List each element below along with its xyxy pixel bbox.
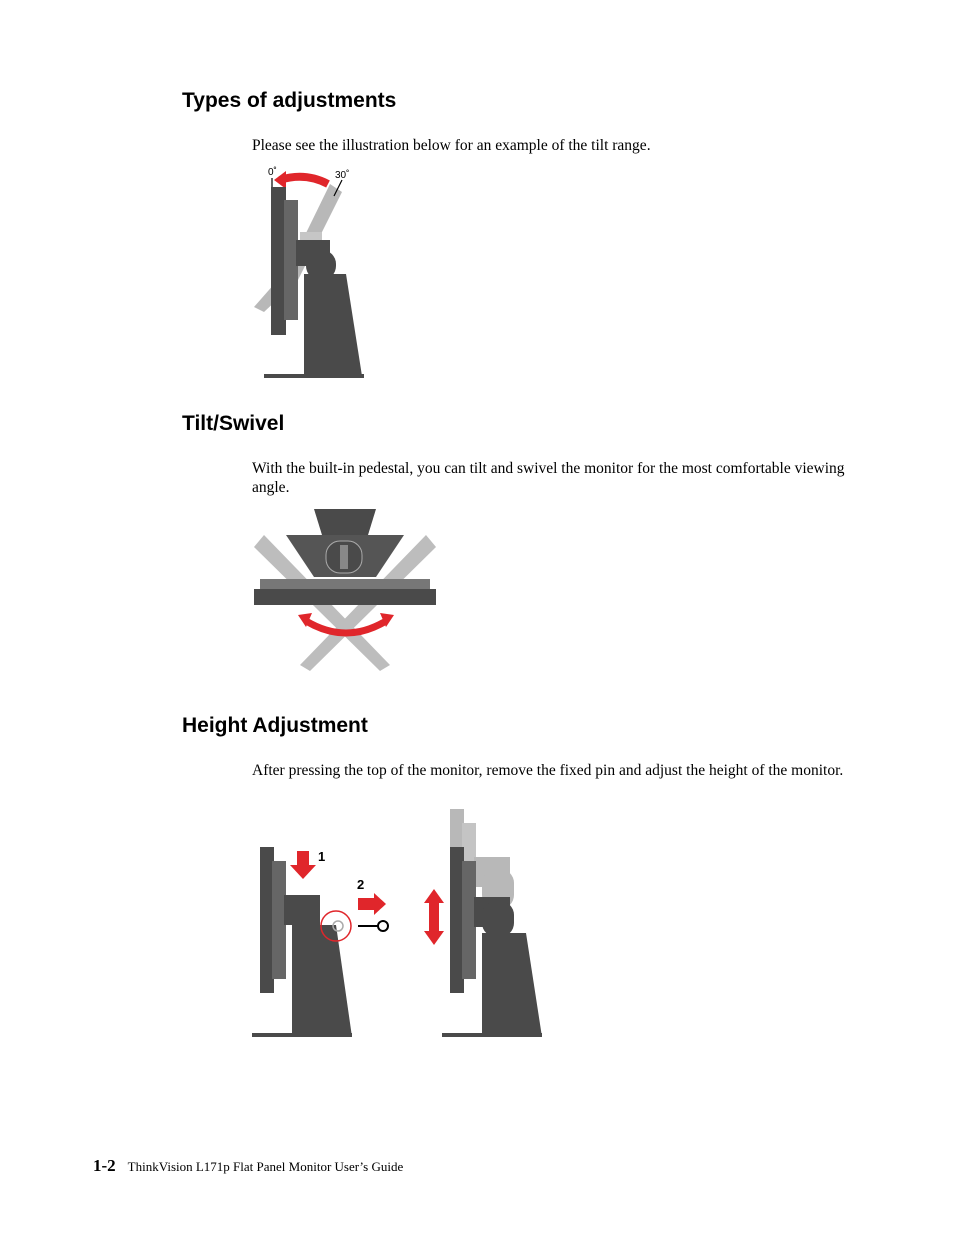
monitor-panel-top-view [254, 579, 436, 605]
tilt-range-illustration [250, 162, 370, 382]
page-number: 1-2 [93, 1156, 116, 1175]
pedestal-top-view [286, 509, 404, 577]
section-body-height-adjustment: After pressing the top of the monitor, remove the fixed pin and adjust the height of the monitor. [252, 762, 844, 779]
step-label-1: 1 [318, 849, 326, 864]
pull-right-arrow [358, 893, 386, 915]
removed-pin-icon [358, 921, 388, 931]
press-down-arrow [290, 851, 316, 879]
document-title: ThinkVision L171p Flat Panel Monitor User’s Guide [127, 1159, 404, 1174]
upright-monitor [264, 187, 364, 378]
section-heading-types-of-adjustments: Types of adjustments [182, 89, 397, 112]
angle-label-0: 0˚ [268, 167, 277, 178]
height-adjustment-illustration [250, 805, 550, 1043]
section-body-tilt-range: Please see the illustration below for an example of the tilt range. [252, 137, 651, 154]
swivel-illustration [250, 505, 440, 675]
page-footer [93, 1156, 403, 1176]
angle-label-30: 30˚ [335, 170, 350, 181]
step-label-2: 2 [357, 877, 365, 892]
section-heading-tilt-swivel: Tilt/Swivel [182, 412, 285, 435]
section-heading-height-adjustment: Height Adjustment [182, 714, 368, 737]
height-double-arrow [424, 889, 444, 945]
tilt-arc-arrow [274, 171, 328, 189]
section-body-tilt-swivel: With the built-in pedestal, you can tilt and swivel the monitor for the most comfortable viewing angle. [252, 460, 845, 496]
